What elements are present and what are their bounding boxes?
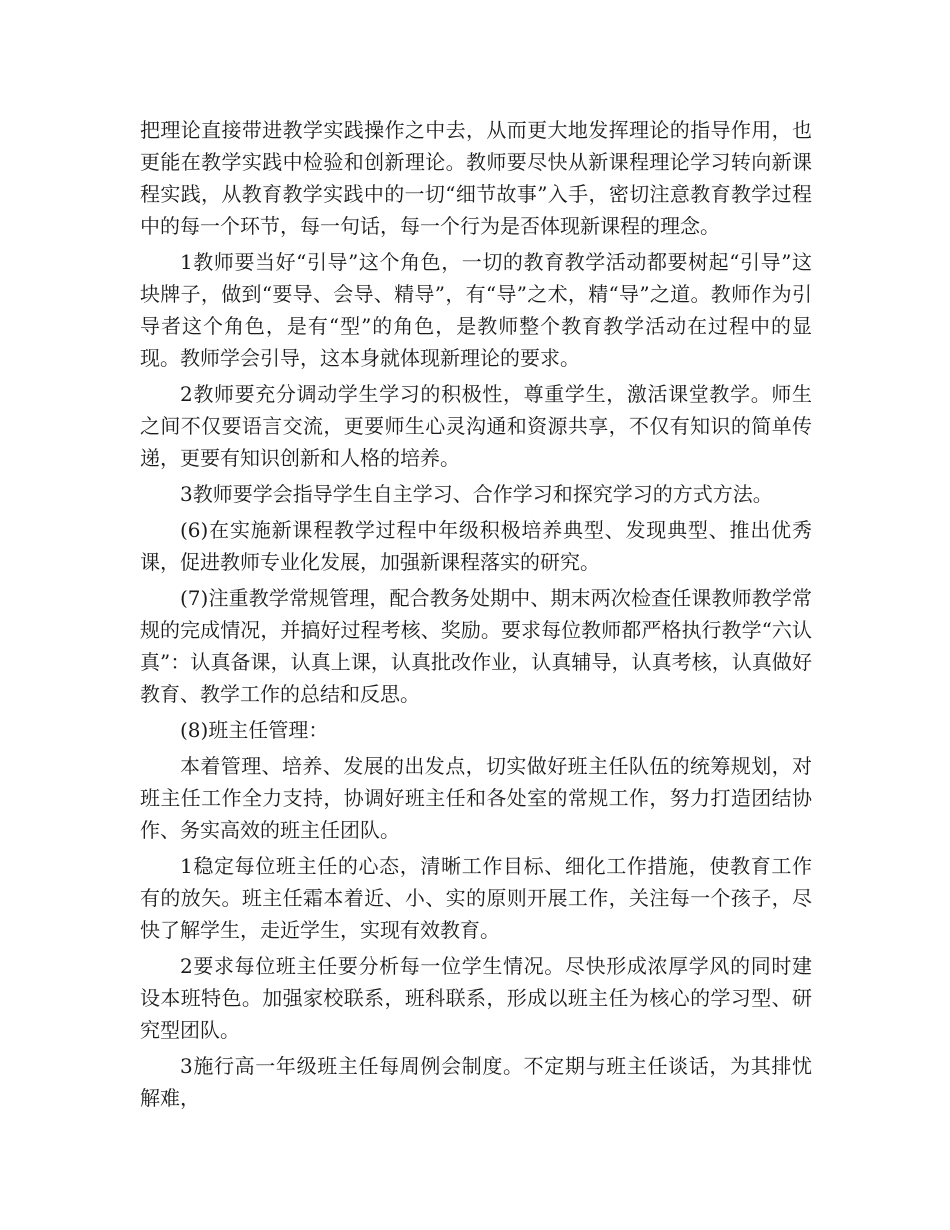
paragraph-item-7: (7)注重教学常规管理，配合教务处期中、期末两次检查任课教师教学常规的完成情况，并搞好过程考核、奖励。要求每位教师都严格执行教学“六认真”：认真备课，认真上课，认真批改作业，认真辅导，认真考核，认真做好教育、教学工作的总结和反思。 — [140, 586, 812, 706]
paragraph-homeroom-intro: 本着管理、培养、发展的出发点，切实做好班主任队伍的统筹规划，对班主任工作全力支持，协调好班主任和各处室的常规工作，努力打造团结协作、务实高效的班主任团队。 — [140, 754, 812, 842]
paragraph-item-8-heading: (8)班主任管理： — [180, 718, 329, 742]
paragraph-student-motivation: 2教师要充分调动学生学习的积极性，尊重学生，激活课堂教学。师生之间不仅要语言交流，更要师生心灵沟通和资源共享，不仅有知识的简单传递，更要有知识创新和人格的培养。 — [140, 382, 812, 470]
paragraph-learning-methods: 3教师要学会指导学生自主学习、合作学习和探究学习的方式方法。 — [180, 482, 773, 506]
paragraph-homeroom-1: 1稳定每位班主任的心态，清晰工作目标、细化工作措施，使教育工作有的放矢。班主任霜本着近、小、实的原则开展工作，关注每一个孩子，尽快了解学生，走近学生，实现有效教育。 — [140, 854, 812, 942]
document-body — [140, 114, 812, 1118]
paragraph-guide-role: 1教师要当好“引导”这个角色，一切的教育教学活动都要树起“引导”这块牌子，做到“要导、会导、精导”，有“导”之术，精“导”之道。教师作为引导者这个角色，是有“型”的角色，是教师整个教育教学活动在过程中的显现。教师学会引导，这本身就体现新理论的要求。 — [140, 250, 812, 370]
paragraph-continuation: 把理论直接带进教学实践操作之中去，从而更大地发挥理论的指导作用，也更能在教学实践中检验和创新理论。教师要尽快从新课程理论学习转向新课程实践，从教育教学实践中的一切“细节故事”入手，密切注意教育教学过程中的每一个环节，每一句话，每一个行为是否体现新课程的理念。 — [140, 118, 812, 238]
paragraph-homeroom-2: 2要求每位班主任要分析每一位学生情况。尽快形成浓厚学风的同时建设本班特色。加强家校联系，班科联系，形成以班主任为核心的学习型、研究型团队。 — [140, 954, 812, 1042]
paragraph-item-6: (6)在实施新课程教学过程中年级积极培养典型、发现典型、推出优秀课，促进教师专业化发展，加强新课程落实的研究。 — [140, 518, 812, 574]
paragraph-homeroom-3: 3施行高一年级班主任每周例会制度。不定期与班主任谈话，为其排忧解难， — [140, 1054, 812, 1110]
